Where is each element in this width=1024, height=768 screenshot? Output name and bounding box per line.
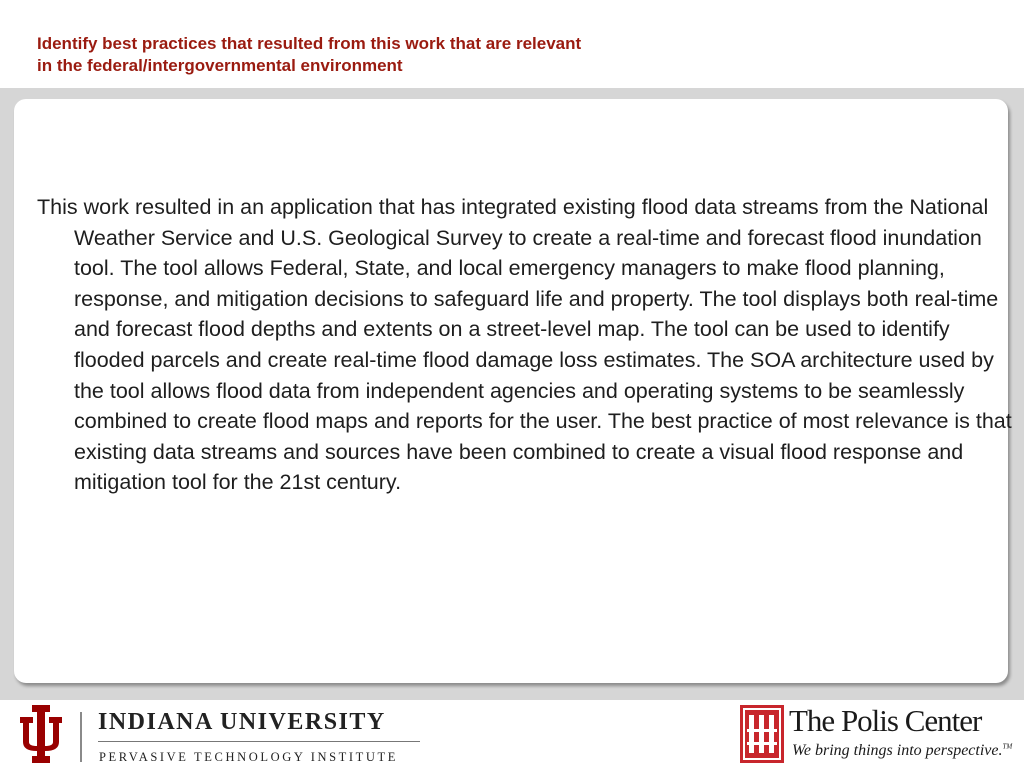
iu-institute-name: PERVASIVE TECHNOLOGY INSTITUTE	[99, 750, 398, 764]
iu-logo-divider	[80, 712, 82, 762]
slide-header	[0, 0, 1024, 88]
iu-wordmark: INDIANA UNIVERSITY	[98, 709, 386, 735]
iu-trident-icon	[18, 705, 64, 763]
slide-title-line-1: Identify best practices that resulted from this work that are relevant	[37, 34, 582, 53]
polis-building-icon	[740, 705, 784, 763]
body-paragraph: This work resulted in an application that has integrated existing flood data streams from the National Weather Service and U.S. Geological Survey to create a real-time and forecast flood inundation tool. The tool allows Federal, State, and local emergency managers to make flood planning, response, and mitigation decisions to safeguard life and property. The tool displays both real-time and forecast flood depths and extents on a street-level map. The tool can be used to identify flooded parcels and create real-time flood damage loss estimates. The SOA architecture used by the tool allows flood data from independent agencies and operating systems to be seamlessly combined to create flood maps and reports for the user. The best practice of most relevance is that existing data streams and sources have been combined to create a visual flood response and mitigation tool for the 21st century.	[37, 195, 1012, 495]
polis-trademark: TM	[1002, 742, 1013, 751]
iu-logo-rule	[98, 741, 420, 742]
polis-tagline	[792, 742, 1012, 760]
slide-title	[37, 33, 581, 77]
slide-title-line-2: in the federal/intergovernmental environment	[37, 56, 403, 75]
polis-wordmark: The Polis Center	[789, 703, 982, 738]
polis-tagline-text: We bring things into perspective.	[792, 742, 1003, 759]
